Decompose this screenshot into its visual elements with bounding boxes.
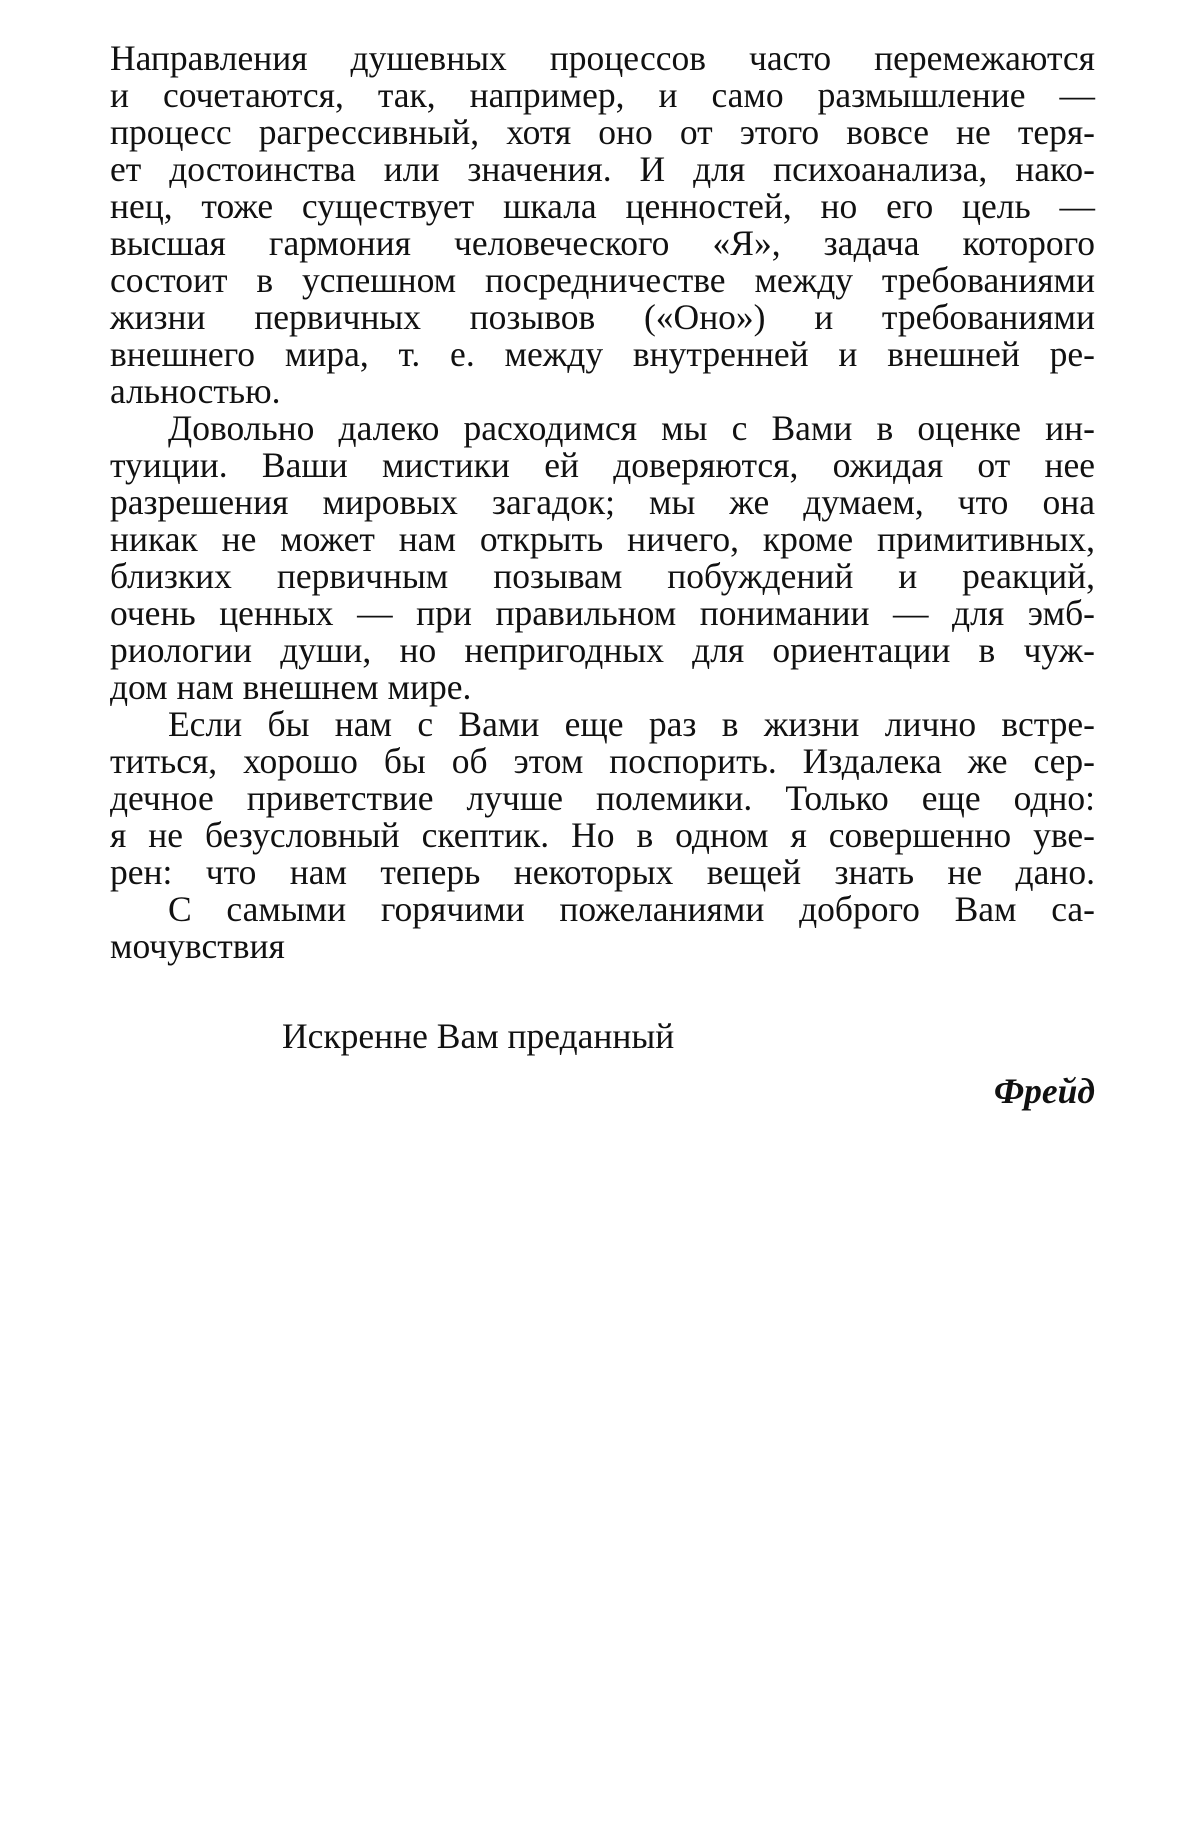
- text-line: никак не может нам открыть ничего, кроме примитивных,: [110, 519, 1095, 559]
- text-line: Если бы нам с Вами еще раз в жизни лично встре-: [168, 704, 1095, 744]
- paragraph: [110, 891, 1095, 965]
- letter-body: [110, 40, 1095, 965]
- closing-phrase: Искренне Вам преданный: [282, 1016, 675, 1056]
- text-line: состоит в успешном посредничестве между требованиями: [110, 260, 1095, 300]
- paragraph: [110, 706, 1095, 891]
- signature: Фрейд: [993, 1071, 1095, 1111]
- text-line: Направления душевных процессов часто перемежаются: [110, 38, 1095, 78]
- text-line: процесс рагрессивный, хотя оно от этого вовсе не теря-: [110, 112, 1095, 152]
- text-line: и сочетаются, так, например, и само размышление —: [110, 75, 1095, 115]
- text-line: С самыми горячими пожеланиями доброго Вам са-: [168, 889, 1095, 929]
- text-line: внешнего мира, т. е. между внутренней и внешней ре-: [110, 334, 1095, 374]
- text-line: жизни первичных позывов («Оно») и требованиями: [110, 297, 1095, 337]
- text-line: ет достоинства или значения. И для психоанализа, нако-: [110, 149, 1095, 189]
- text-line: я не безусловный скептик. Но в одном я совершенно уве-: [110, 815, 1095, 855]
- paragraph: [110, 40, 1095, 410]
- text-line: риологии души, но непригодных для ориентации в чуж-: [110, 630, 1095, 670]
- text-line: нец, тоже существует шкала ценностей, но его цель —: [110, 186, 1095, 226]
- text-line: высшая гармония человеческого «Я», задача которого: [110, 223, 1095, 263]
- text-line: рен: что нам теперь некоторых вещей знать не дано.: [110, 852, 1095, 892]
- text-line: дечное приветствие лучше полемики. Только еще одно:: [110, 778, 1095, 818]
- text-line: титься, хорошо бы об этом поспорить. Издалека же сер-: [110, 741, 1095, 781]
- text-line: очень ценных — при правильном понимании — для эмб-: [110, 593, 1095, 633]
- paragraph: [110, 410, 1095, 706]
- text-line: близких первичным позывам побуждений и реакций,: [110, 556, 1095, 596]
- text-line: дом нам внешнем мире.: [110, 667, 472, 707]
- text-line: туиции. Ваши мистики ей доверяются, ожидая от нее: [110, 445, 1095, 485]
- text-line: разрешения мировых загадок; мы же думаем, что она: [110, 482, 1095, 522]
- text-line: альностью.: [110, 371, 281, 411]
- text-line: мочувствия: [110, 926, 285, 966]
- text-line: Довольно далеко расходимся мы с Вами в оценке ин-: [168, 408, 1095, 448]
